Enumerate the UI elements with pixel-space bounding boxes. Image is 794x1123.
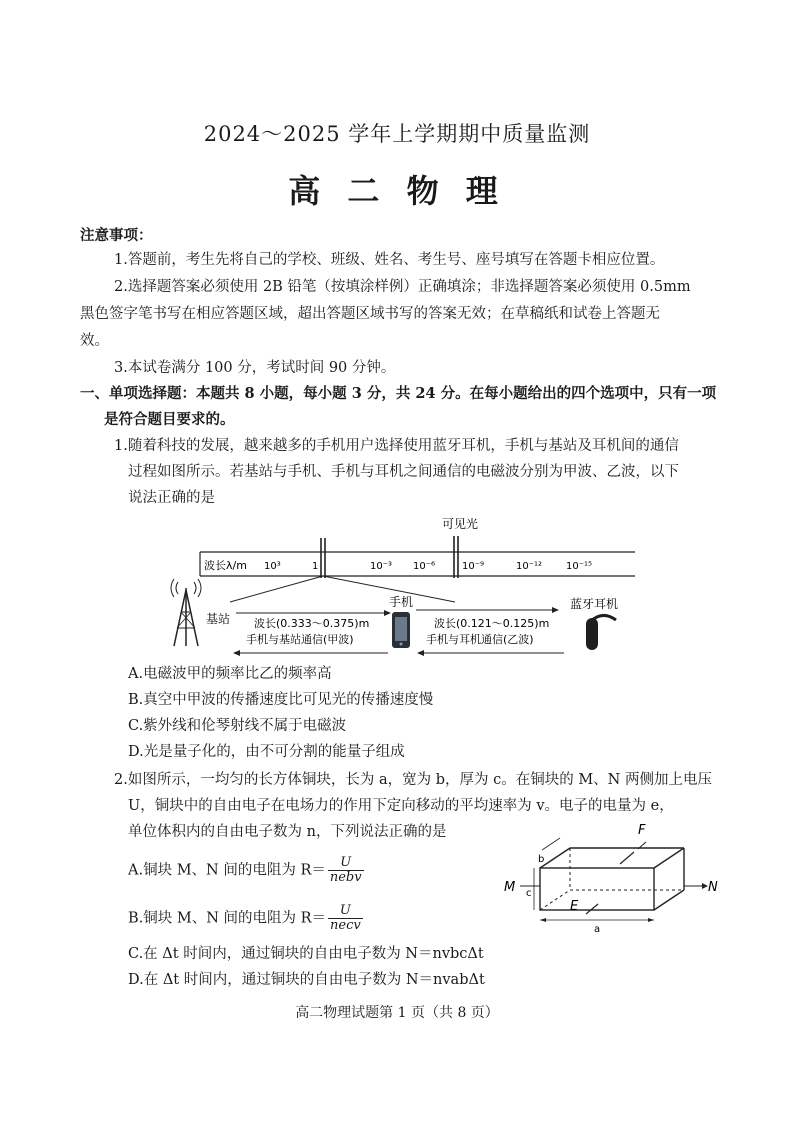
fraction-numerator: U	[328, 904, 363, 919]
tick-label-1e3: 10³	[264, 561, 281, 572]
q2-option-a	[128, 856, 364, 885]
q2-option-b-text: B.铜块 M、N 间的电阻为 R＝	[128, 910, 327, 927]
notice-item-1: 1.答题前，考生先将自己的学校、班级、姓名、考生号、座号填写在答题卡相应位置。	[114, 252, 665, 268]
label-E: E	[570, 899, 579, 914]
q2-option-d: D.在 Δt 时间内，通过铜块的自由电子数为 N＝nvabΔt	[128, 972, 485, 988]
tick-label-1e-9: 10⁻⁹	[462, 561, 485, 572]
wave-jia-range: 波长(0.333～0.375)m	[254, 617, 370, 630]
section-heading: 一、单项选择题：本题共 8 小题，每小题 3 分，共 24 分。在每小题给出的四个选项中，只有一项	[80, 385, 717, 402]
notice-heading: 注意事项：	[80, 227, 153, 244]
notice-item-2: 2.选择题答案必须使用 2B 铅笔（按填涂样例）正确填涂；非选择题答案必须使用 0.5mm	[114, 279, 691, 295]
q1-option-d: D.光是量子化的，由不可分割的能量子组成	[128, 744, 405, 760]
notice-item-3: 3.本试卷满分 100 分，考试时间 90 分钟。	[114, 360, 396, 376]
q1-stem-line-3: 说法正确的是	[128, 490, 215, 506]
q2-option-b-fraction	[328, 904, 363, 933]
fraction-numerator: U	[328, 856, 364, 871]
notice-item-2-end: 效。	[80, 333, 109, 349]
q2-option-a-fraction	[328, 856, 364, 885]
wavelength-label: 波长λ/m	[204, 559, 247, 572]
q2-stem-line-2: U，铜块中的自由电子在电场力的作用下定向移动的平均速率为 v。电子的电量为 e，	[128, 798, 674, 814]
tick-label-1e-6: 10⁻⁶	[413, 561, 436, 572]
q2-option-c: C.在 Δt 时间内，通过铜块的自由电子数为 N＝nvbcΔt	[128, 946, 484, 962]
page-footer: 高二物理试题第 1 页（共 8 页）	[295, 1005, 499, 1021]
wave-yi-desc: 手机与耳机通信(乙波)	[426, 633, 534, 646]
q2-copper-block-figure	[498, 820, 728, 940]
label-N: N	[708, 880, 718, 895]
label-a: a	[594, 924, 601, 935]
tick-label-1e-12: 10⁻¹²	[516, 561, 543, 572]
wave-jia-desc: 手机与基站通信(甲波)	[246, 633, 354, 646]
phone-icon	[392, 612, 410, 648]
subject-title: 高 二 物 理	[288, 172, 506, 210]
section-heading-cont: 是符合题目要求的。	[104, 411, 235, 428]
q1-option-c: C.紫外线和伦琴射线不属于电磁波	[128, 718, 347, 734]
base-station-label: 基站	[206, 612, 231, 626]
tick-label-1e-3: 10⁻³	[370, 561, 393, 572]
q1-stem-line-1: 1.随着科技的发展，越来越多的手机用户选择使用蓝牙耳机，手机与基站及耳机间的通信	[114, 438, 679, 454]
earphone-label: 蓝牙耳机	[570, 597, 619, 611]
q2-option-b	[128, 904, 363, 933]
base-station-icon	[171, 579, 201, 646]
label-c: c	[526, 888, 532, 899]
q1-option-b: B.真空中甲波的传播速度比可见光的传播速度慢	[128, 692, 434, 708]
q1-option-a: A.电磁波甲的频率比乙的频率高	[128, 666, 332, 682]
q2-option-a-text: A.铜块 M、N 间的电阻为 R＝	[128, 862, 326, 879]
tick-label-1e-15: 10⁻¹⁵	[566, 561, 593, 572]
label-b: b	[538, 854, 545, 865]
phone-label: 手机	[389, 595, 414, 609]
tick-label-1: 1	[312, 561, 319, 572]
exam-title: 2024～2025 学年上学期期中质量监测	[203, 122, 591, 146]
fraction-denominator: nebv	[329, 870, 362, 885]
q2-stem-line-1: 2.如图所示，一均匀的长方体铜块，长为 a，宽为 b，厚为 c。在铜块的 M、N 两侧加上电压	[114, 772, 712, 788]
bluetooth-earphone-icon	[586, 615, 616, 650]
q1-spectrum-figure	[160, 510, 640, 660]
label-F: F	[638, 823, 646, 838]
wave-yi-range: 波长(0.121～0.125)m	[434, 617, 550, 630]
q1-stem-line-2: 过程如图所示。若基站与手机、手机与耳机之间通信的电磁波分别为甲波、乙波，以下	[128, 464, 679, 480]
label-M: M	[504, 880, 516, 895]
fraction-denominator: necv	[330, 918, 361, 933]
q2-stem-line-3: 单位体积内的自由电子数为 n，下列说法正确的是	[128, 824, 447, 840]
visible-light-label: 可见光	[442, 517, 479, 531]
notice-item-2-cont: 黑色签字笔书写在相应答题区域，超出答题区域书写的答案无效；在草稿纸和试卷上答题无	[80, 306, 660, 322]
